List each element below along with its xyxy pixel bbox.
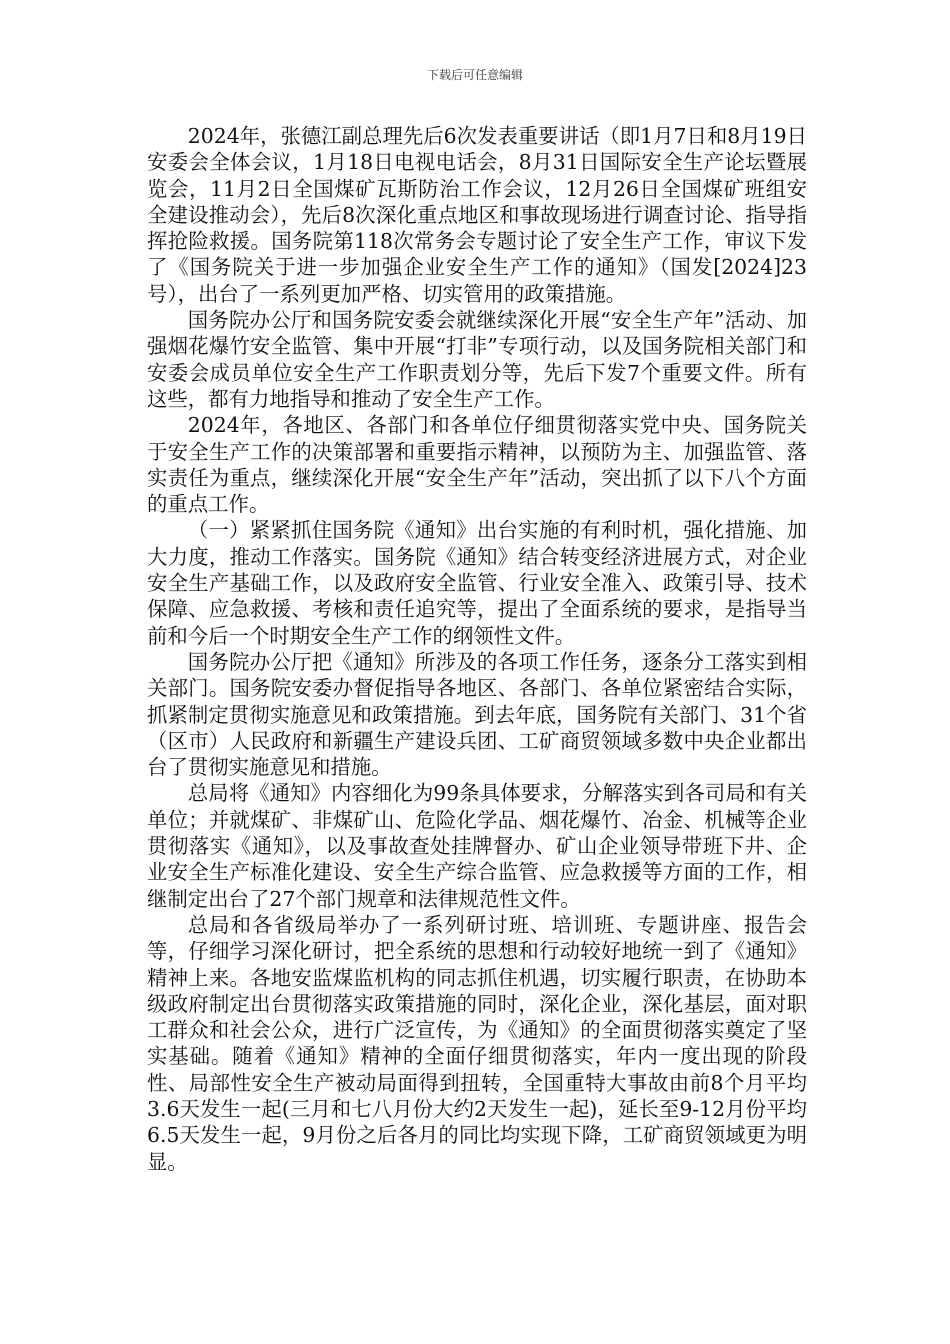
document-body <box>147 123 807 1175</box>
paragraph: 总局将《通知》内容细化为99条具体要求，分解落实到各司局和有关单位；并就煤矿、非煤矿山、危险化学品、烟花爆竹、冶金、机械等企业贯彻落实《通知》，以及事故查处挂牌督办、矿山企业领导带班下井、企业安全生产标准化建设、安全生产综合监管、应急救援等方面的工作，相继制定出台了27个部门规章和法律规范性文件。 <box>147 781 807 911</box>
paragraph: 国务院办公厅和国务院安委会就继续深化开展“安全生产年”活动、加强烟花爆竹安全监管、集中开展“打非”专项行动，以及国务院相关部门和安委会成员单位安全生产工作职责划分等，先后下发7个重要文件。所有这些，都有力地指导和推动了安全生产工作。 <box>147 308 807 411</box>
paragraph: 国务院办公厅把《通知》所涉及的各项工作任务，逐条分工落实到相关部门。国务院安委办督促指导各地区、各部门、各单位紧密结合实际，抓紧制定贯彻实施意见和政策措施。到去年底，国务院有关部门、31个省（区市）人民政府和新疆生产建设兵团、工矿商贸领域多数中央企业都出台了贯彻实施意见和措施。 <box>147 649 807 780</box>
paragraph: 2024年，张德江副总理先后6次发表重要讲话（即1月7日和8月19日安委会全体会议，1月18日电视电话会，8月31日国际安全生产论坛暨展览会，11月2日全国煤矿瓦斯防治工作会议，12月26日全国煤矿班组安全建设推动会），先后8次深化重点地区和事故现场进行调查讨论、指导指挥抢险救援。国务院第118次常务会专题讨论了安全生产工作，审议下发了《国务院关于进一步加强企业安全生产工作的通知》（国发[2024]23号），出台了一系列更加严格、切实管用的政策措施。 <box>147 124 807 306</box>
paragraph: 2024年，各地区、各部门和各单位仔细贯彻落实党中央、国务院关于安全生产工作的决策部署和重要指示精神，以预防为主、加强监管、落实责任为重点，继续深化开展“安全生产年”活动，突出抓了以下八个方面的重点工作。 <box>147 413 807 517</box>
paragraph: 总局和各省级局举办了一系列研讨班、培训班、专题讲座、报告会等，仔细学习深化研讨，把全系统的思想和行动较好地统一到了《通知》精神上来。各地安监煤监机构的同志抓住机遇，切实履行职责，在协助本级政府制定出台贯彻落实政策措施的同时，深化企业，深化基层，面对职工群众和社会公众，进行广泛宣传，为《通知》的全面贯彻落实奠定了坚实基础。随着《通知》精神的全面仔细贯彻落实，年内一度出现的阶段性、局部性安全生产被动局面得到扭转，全国重特大事故由前8个月平均3.6天发生一起(三月和七八月份大约2天发生一起)，延长至9-12月份平均6.5天发生一起，9月份之后各月的同比均实现下降，工矿商贸领域更为明显。 <box>147 912 807 1174</box>
page-header: 下载后可任意编辑 <box>426 68 523 82</box>
paragraph: （一）紧紧抓住国务院《通知》出台实施的有利时机，强化措施、加大力度，推动工作落实。国务院《通知》结合转变经济进展方式，对企业安全生产基础工作，以及政府安全监管、行业安全准入、政策引导、技术保障、应急救援、考核和责任追究等，提出了全面系统的要求，是指导当前和今后一个时期安全生产工作的纲领性文件。 <box>147 518 807 648</box>
